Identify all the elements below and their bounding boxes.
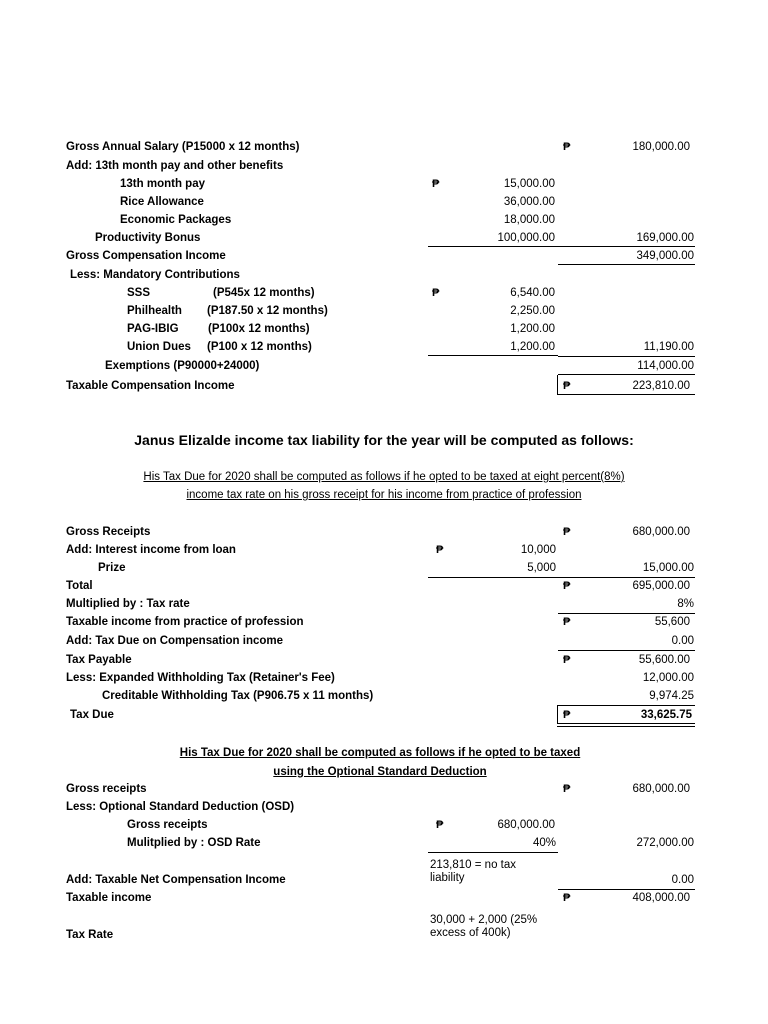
contribution-label: Philhealth [127,305,182,317]
total-rule [558,577,695,578]
tax-due-value: 33,625.75 [640,709,692,721]
subtotal-rule [428,852,558,853]
exemptions-total: 114,000.00 [637,360,694,372]
total-rule [557,394,695,395]
total-rule [558,705,695,706]
contribution-amount: 2,250.00 [510,305,555,317]
peso-sign: ₱ [563,892,571,904]
taxable-income-value: 55,600 [654,616,690,628]
less-osd-label: Less: Optional Standard Deduction (OSD) [66,801,295,813]
exemptions-label: Exemptions (P90000+24000) [105,360,260,372]
peso-sign: ₱ [432,287,440,299]
prize-amount: 5,000 [527,562,556,574]
net-compensation-label: Add: Taxable Net Compensation Income [66,874,286,886]
contribution-label: Union Dues [127,341,191,353]
no-tax-liability-note: 213,810 = no tax liability [430,859,517,884]
peso-sign: ₱ [563,580,571,592]
total-rule [558,889,695,890]
benefit-amount: 100,000.00 [497,232,555,244]
peso-sign: ₱ [563,380,571,392]
osd-gross-receipts-label: Gross receipts [66,783,147,795]
interest-income-amount: 10,000 [520,544,556,556]
cell-border [557,705,558,724]
total-rule [558,264,695,265]
osd-sub-gross-amount: 680,000.00 [497,819,555,831]
contributions-total: 11,190.00 [643,341,694,353]
page-heading: Janus Elizalde income tax liability for the year will be computed as follows: [134,432,634,448]
tax-rate-value: 8% [677,598,694,610]
peso-sign: ₱ [436,544,444,556]
creditable-withholding-label: Creditable Withholding Tax (P906.75 x 11 months) [102,690,374,702]
taxable-compensation-label: Taxable Compensation Income [66,380,235,392]
osd-gross-receipts-total: 680,000.00 [632,783,690,795]
peso-sign: ₱ [563,783,571,795]
peso-sign: ₱ [563,526,571,538]
contribution-detail: (P545x 12 months) [213,287,315,299]
eight-percent-heading: His Tax Due for 2020 shall be computed as follows if he opted to be taxed at eight percent(8%) [143,471,625,483]
osd-heading: using the Optional Standard Deduction [273,766,487,778]
peso-sign: ₱ [563,616,571,628]
total-amount: 695,000.00 [632,580,690,592]
tax-on-compensation-label: Add: Tax Due on Compensation income [66,635,284,647]
tax-payable-value: 55,600.00 [638,654,690,666]
subtotal-rule [428,577,558,578]
subtotal-rule [428,355,558,356]
benefit-amount: 18,000.00 [503,214,555,226]
total-rule [558,650,695,651]
benefits-total: 169,000.00 [636,232,694,244]
gross-annual-salary-total: 180,000.00 [632,141,690,153]
expanded-withholding-value: 12,000.00 [642,672,694,684]
benefit-label: Economic Packages [120,214,232,226]
total-rule [558,246,695,247]
benefit-amount: 15,000.00 [503,178,555,190]
contribution-detail: (P100x 12 months) [208,323,310,335]
taxable-income-label: Taxable income from practice of profession [66,616,304,628]
mandatory-heading: Less: Mandatory Contributions [70,269,240,281]
contribution-amount: 6,540.00 [510,287,555,299]
peso-sign: ₱ [563,709,571,721]
total-rule [558,356,695,357]
gross-compensation-total: 349,000.00 [636,250,694,262]
taxable-compensation-total: 223,810.00 [632,380,690,392]
gross-receipts-total: 680,000.00 [632,526,690,538]
total-rule [558,374,695,375]
contribution-detail: (P100 x 12 months) [207,341,312,353]
tax-payable-label: Tax Payable [66,654,132,666]
osd-deduction-total: 272,000.00 [636,837,694,849]
tax-rate-note: 30,000 + 2,000 (25% excess of 400k) [430,914,538,939]
subtotal-rule [428,246,558,247]
contribution-amount: 1,200.00 [510,323,555,335]
gross-annual-salary-label: Gross Annual Salary (P15000 x 12 months) [66,141,300,153]
benefit-label: 13th month pay [120,178,205,190]
benefit-label: Rice Allowance [120,196,204,208]
contribution-amount: 1,200.00 [510,341,555,353]
peso-sign: ₱ [436,819,444,831]
expanded-withholding-label: Less: Expanded Withholding Tax (Retainer's Fee) [66,672,335,684]
osd-taxable-income-value: 408,000.00 [632,892,690,904]
contribution-label: PAG-IBIG [127,323,179,335]
tax-rate-label: Multiplied by : Tax rate [66,598,190,610]
interest-income-label: Add: Interest income from loan [66,544,236,556]
osd-taxable-income-label: Taxable income [66,892,152,904]
osd-tax-rate-label: Tax Rate [66,929,114,941]
osd-heading: His Tax Due for 2020 shall be computed as follows if he opted to be taxed [179,747,581,759]
osd-rate-amount: 40% [532,837,556,849]
gross-compensation-label: Gross Compensation Income [66,250,226,262]
benefit-amount: 36,000.00 [503,196,555,208]
add-income-total: 15,000.00 [642,562,694,574]
contribution-detail: (P187.50 x 12 months) [207,305,328,317]
tax-due-label: Tax Due [70,709,114,721]
eight-percent-heading: income tax rate on his gross receipt for his income from practice of profession [186,489,582,501]
total-rule [558,613,695,614]
osd-sub-gross-label: Gross receipts [127,819,208,831]
contribution-label: SSS [127,287,151,299]
creditable-withholding-value: 9,974.25 [649,690,694,702]
tax-on-compensation-value: 0.00 [671,635,694,647]
peso-sign: ₱ [563,141,571,153]
peso-sign: ₱ [432,178,440,190]
peso-sign: ₱ [563,654,571,666]
total-label: Total [66,580,93,592]
osd-rate-label: Mulitplied by : OSD Rate [127,837,261,849]
add-benefits-heading: Add: 13th month pay and other benefits [66,160,284,172]
double-rule [557,723,695,727]
benefit-label: Productivity Bonus [95,232,201,244]
cell-border [557,375,558,395]
prize-label: Prize [98,562,126,574]
gross-receipts-label: Gross Receipts [66,526,151,538]
net-compensation-value: 0.00 [671,874,694,886]
